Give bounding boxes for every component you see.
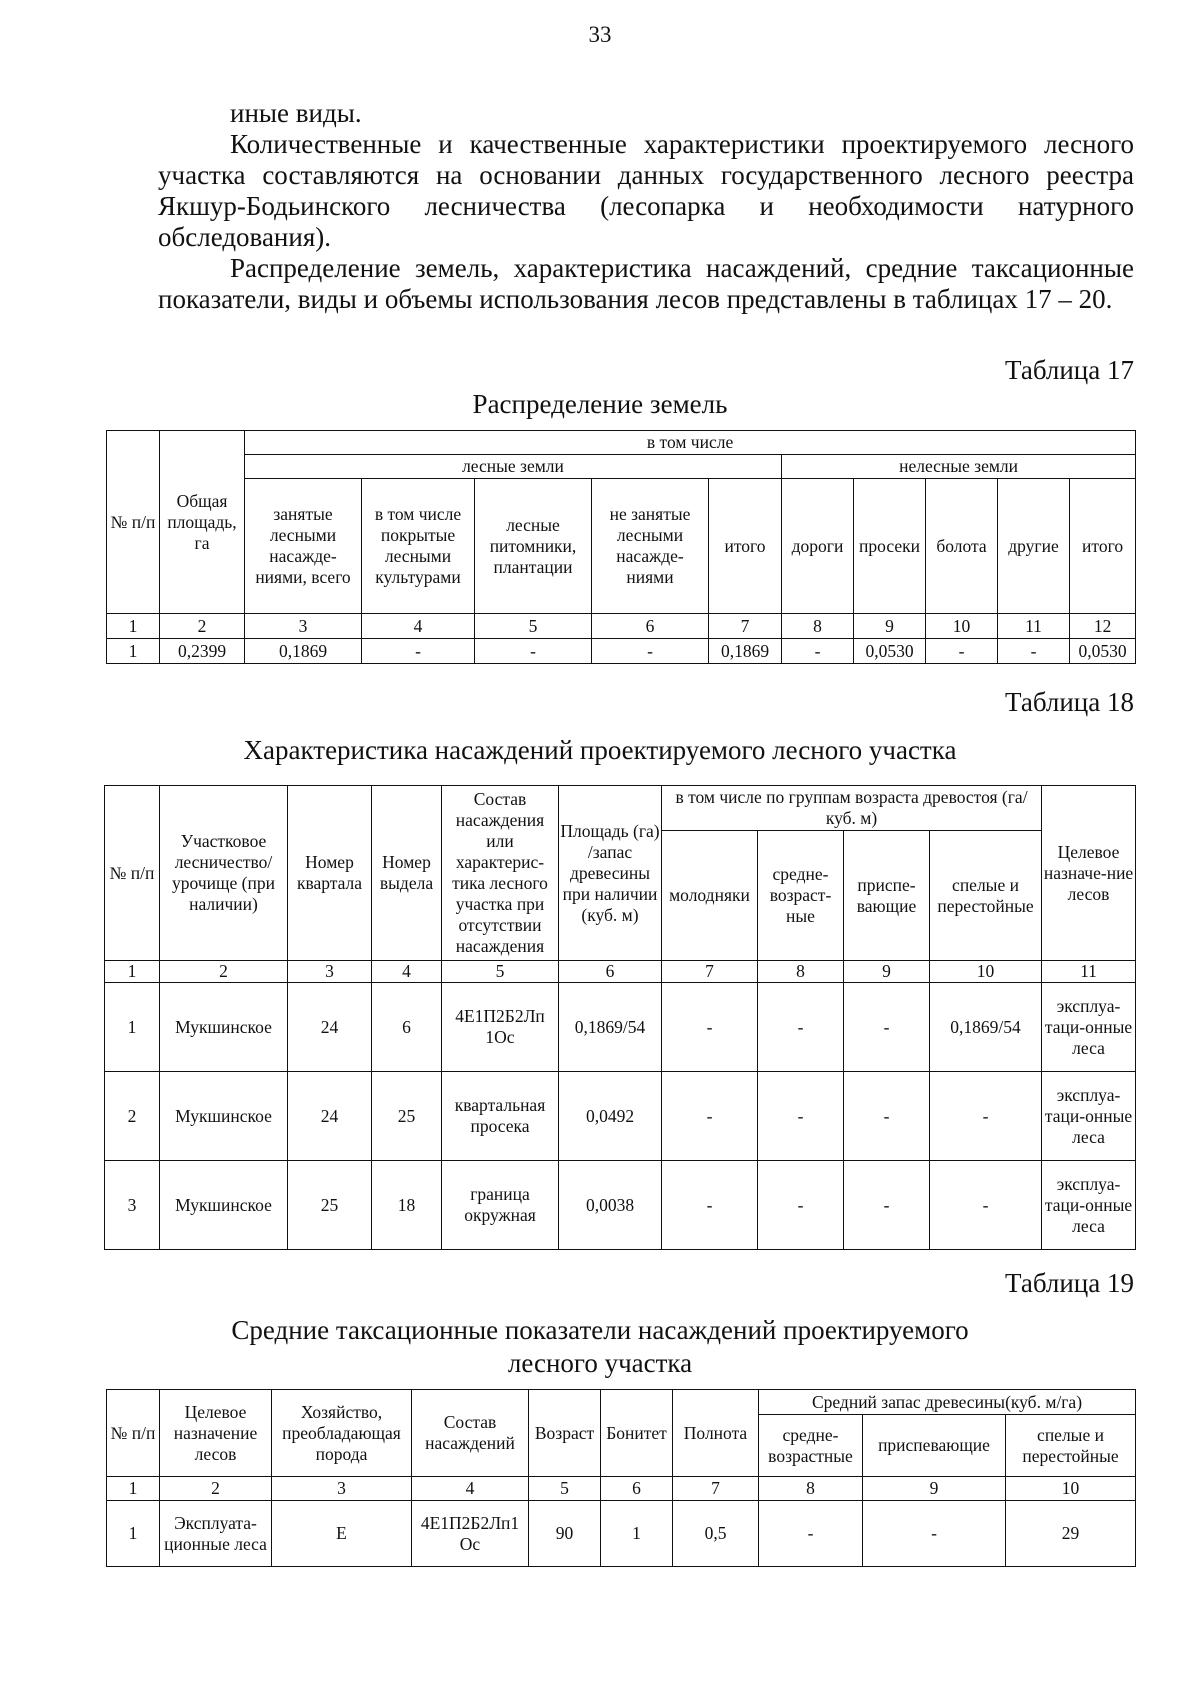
header-cell: занятые лесными насажде-ниями, всего xyxy=(245,479,362,614)
table-cell: - xyxy=(844,983,930,1072)
table-cell: граница окружная xyxy=(442,1161,559,1250)
table-cell: 24 xyxy=(288,983,372,1072)
table-cell: 24 xyxy=(288,1072,372,1161)
header-cell: лесные питомники, плантации xyxy=(475,479,592,614)
header-num: № п/п xyxy=(107,431,160,614)
column-number: 3 xyxy=(272,1477,412,1501)
table-cell: 4Е1П2Б2Лп 1Ос xyxy=(442,983,559,1072)
table-cell: - xyxy=(662,983,758,1072)
header-maturing: приспе-вающие xyxy=(844,831,930,961)
table19-title-line: Средние таксационные показатели насаждений проектируемого xyxy=(231,1315,969,1345)
column-number: 9 xyxy=(844,961,930,983)
header-density: Полнота xyxy=(673,1390,759,1477)
header-purpose: Целевое назначе-ние лесов xyxy=(1042,786,1136,961)
table-cell: 3 xyxy=(105,1161,160,1250)
table-cell: Мукшинское xyxy=(160,1161,288,1250)
column-number: 2 xyxy=(160,1477,272,1501)
column-number: 1 xyxy=(105,961,160,983)
table-cell: 0,0530 xyxy=(854,639,926,664)
table19-title xyxy=(0,1314,1200,1380)
table-cell: - xyxy=(758,1161,844,1250)
column-number: 3 xyxy=(245,614,362,639)
column-number: 11 xyxy=(998,614,1070,639)
header-age: Возраст xyxy=(529,1390,601,1477)
header-cell: болота xyxy=(926,479,998,614)
table-row xyxy=(105,1072,1136,1161)
header-middle-aged: средне-возрастные xyxy=(759,1415,863,1477)
column-number: 5 xyxy=(475,614,592,639)
table-cell: 1 xyxy=(601,1501,673,1567)
table-cell: 90 xyxy=(529,1501,601,1567)
table-cell: 0,1869 xyxy=(709,639,782,664)
column-number: 4 xyxy=(362,614,475,639)
header-stock: Средний запас древесины(куб. м/га) xyxy=(759,1390,1136,1415)
column-number: 6 xyxy=(592,614,709,639)
header-including: в том числе xyxy=(245,431,1136,455)
column-number: 1 xyxy=(107,614,160,639)
table-cell: эксплуа-таци-онные леса xyxy=(1042,1072,1136,1161)
table-row xyxy=(105,1161,1136,1250)
header-nonforest-lands: нелесные земли xyxy=(782,455,1136,479)
header-cell: не занятые лесными насажде-ниями xyxy=(592,479,709,614)
header-composition: Состав насаждений xyxy=(412,1390,529,1477)
page-number: 33 xyxy=(588,22,612,47)
table17-label: Таблица 17 xyxy=(1005,355,1134,385)
table-cell: 25 xyxy=(288,1161,372,1250)
header-district: Участковое лесничество/ урочище (при наличии) xyxy=(160,786,288,961)
table-cell: - xyxy=(926,639,998,664)
paragraph: Количественные и качественные характеристики проектируемого лесного участка составляются на основании данных государственного лесного реестра Якшур-Бодьинского лесничества (лесопарка и необходимости натурного обследования). xyxy=(158,129,1134,252)
table-row xyxy=(107,639,1136,664)
header-age-groups: в том числе по группам возраста древостоя (га/куб. м) xyxy=(662,786,1042,831)
table-row xyxy=(107,1501,1136,1567)
column-number: 7 xyxy=(673,1477,759,1501)
table19 xyxy=(106,1389,1136,1567)
table-cell: - xyxy=(362,639,475,664)
column-number: 1 xyxy=(107,1477,160,1501)
table-cell: - xyxy=(930,1072,1042,1161)
table-cell: - xyxy=(998,639,1070,664)
header-num: № п/п xyxy=(107,1390,160,1477)
column-number: 12 xyxy=(1070,614,1136,639)
table17 xyxy=(106,430,1136,664)
header-forest-lands: лесные земли xyxy=(245,455,782,479)
column-number-row xyxy=(107,614,1136,639)
table-cell: 29 xyxy=(1006,1501,1136,1567)
table18-title: Характеристика насаждений проектируемого лесного участка xyxy=(243,735,957,765)
table-cell: квартальная просека xyxy=(442,1072,559,1161)
table-cell: - xyxy=(759,1501,863,1567)
table-cell: 1 xyxy=(107,639,160,664)
table-cell: 0,2399 xyxy=(160,639,245,664)
column-number: 10 xyxy=(926,614,998,639)
header-mature: спелые и перестойные xyxy=(930,831,1042,961)
header-mature: спелые и перестойные xyxy=(1006,1415,1136,1477)
table18-label: Таблица 18 xyxy=(1005,687,1134,717)
table-cell: 18 xyxy=(372,1161,442,1250)
header-cell: просеки xyxy=(854,479,926,614)
table-cell: Мукшинское xyxy=(160,1072,288,1161)
table-cell: - xyxy=(844,1072,930,1161)
column-number: 5 xyxy=(442,961,559,983)
table-cell: 0,0530 xyxy=(1070,639,1136,664)
table-cell: - xyxy=(592,639,709,664)
header-plot: Номер выдела xyxy=(372,786,442,961)
column-number: 6 xyxy=(559,961,662,983)
column-number: 4 xyxy=(372,961,442,983)
column-number: 7 xyxy=(709,614,782,639)
column-number: 2 xyxy=(160,961,288,983)
table19-label: Таблица 19 xyxy=(1005,1268,1134,1298)
table-cell: 0,1869/54 xyxy=(559,983,662,1072)
column-number: 10 xyxy=(1006,1477,1136,1501)
table-cell: - xyxy=(782,639,854,664)
table-cell: 1 xyxy=(105,983,160,1072)
column-number: 8 xyxy=(758,961,844,983)
table-cell: 0,1869/54 xyxy=(930,983,1042,1072)
column-number: 10 xyxy=(930,961,1042,983)
table-cell: 1 xyxy=(107,1501,160,1567)
header-total-area: Общая площадь, га xyxy=(160,431,245,614)
table-cell: 2 xyxy=(105,1072,160,1161)
table-cell: Мукшинское xyxy=(160,983,288,1072)
header-cell: другие xyxy=(998,479,1070,614)
header-purpose: Целевое назначение лесов xyxy=(160,1390,272,1477)
column-number: 5 xyxy=(529,1477,601,1501)
table19-title-line: лесного участка xyxy=(507,1348,693,1378)
paragraph: Распределение земель, характеристика насаждений, средние таксационные показатели, виды и объемы использования лесов представлены в таблицах 17 – 20. xyxy=(158,253,1134,314)
table-cell: 0,5 xyxy=(673,1501,759,1567)
column-number: 9 xyxy=(854,614,926,639)
table-cell: Е xyxy=(272,1501,412,1567)
header-cell: дороги xyxy=(782,479,854,614)
table-cell: эксплуа-таци-онные леса xyxy=(1042,1161,1136,1250)
table-cell: 25 xyxy=(372,1072,442,1161)
column-number-row xyxy=(105,961,1136,983)
column-number: 4 xyxy=(412,1477,529,1501)
header-cell: итого xyxy=(709,479,782,614)
table-cell: - xyxy=(930,1161,1042,1250)
header-maturing: приспевающие xyxy=(863,1415,1006,1477)
table-cell: Эксплуата-ционные леса xyxy=(160,1501,272,1567)
header-young: молодняки xyxy=(662,831,758,961)
header-num: № п/п xyxy=(105,786,160,961)
table-cell: - xyxy=(758,1072,844,1161)
table-cell: 6 xyxy=(372,983,442,1072)
column-number: 7 xyxy=(662,961,758,983)
table-cell: - xyxy=(758,983,844,1072)
column-number: 11 xyxy=(1042,961,1136,983)
table-cell: 0,0492 xyxy=(559,1072,662,1161)
column-number: 3 xyxy=(288,961,372,983)
column-number: 9 xyxy=(863,1477,1006,1501)
header-middle-aged: средне-возраст-ные xyxy=(758,831,844,961)
table-row xyxy=(105,983,1136,1072)
column-number-row xyxy=(107,1477,1136,1501)
header-cell: в том числе покрытые лесными культурами xyxy=(362,479,475,614)
paragraph: иные виды. xyxy=(230,98,362,128)
header-cell: итого xyxy=(1070,479,1136,614)
table-cell: - xyxy=(475,639,592,664)
header-composition: Состав насаждения или характерис-тика лесного участка при отсутствии насаждения xyxy=(442,786,559,961)
table-cell: 0,1869 xyxy=(245,639,362,664)
table-cell: - xyxy=(662,1161,758,1250)
table-cell: эксплуа-таци-онные леса xyxy=(1042,983,1136,1072)
column-number: 2 xyxy=(160,614,245,639)
header-bonitet: Бонитет xyxy=(601,1390,673,1477)
header-quarter: Номер квартала xyxy=(288,786,372,961)
table-cell: - xyxy=(844,1161,930,1250)
table-cell: - xyxy=(662,1072,758,1161)
table-cell: 4Е1П2Б2Лп1 Ос xyxy=(412,1501,529,1567)
table-cell: - xyxy=(863,1501,1006,1567)
header-area: Площадь (га) /запас древесины при наличии (куб. м) xyxy=(559,786,662,961)
intro-text xyxy=(158,98,1134,315)
column-number: 6 xyxy=(601,1477,673,1501)
table18 xyxy=(104,785,1136,1250)
table17-title: Распределение земель xyxy=(472,389,728,419)
column-number: 8 xyxy=(759,1477,863,1501)
header-species: Хозяйство, преобладающая порода xyxy=(272,1390,412,1477)
table-cell: 0,0038 xyxy=(559,1161,662,1250)
column-number: 8 xyxy=(782,614,854,639)
